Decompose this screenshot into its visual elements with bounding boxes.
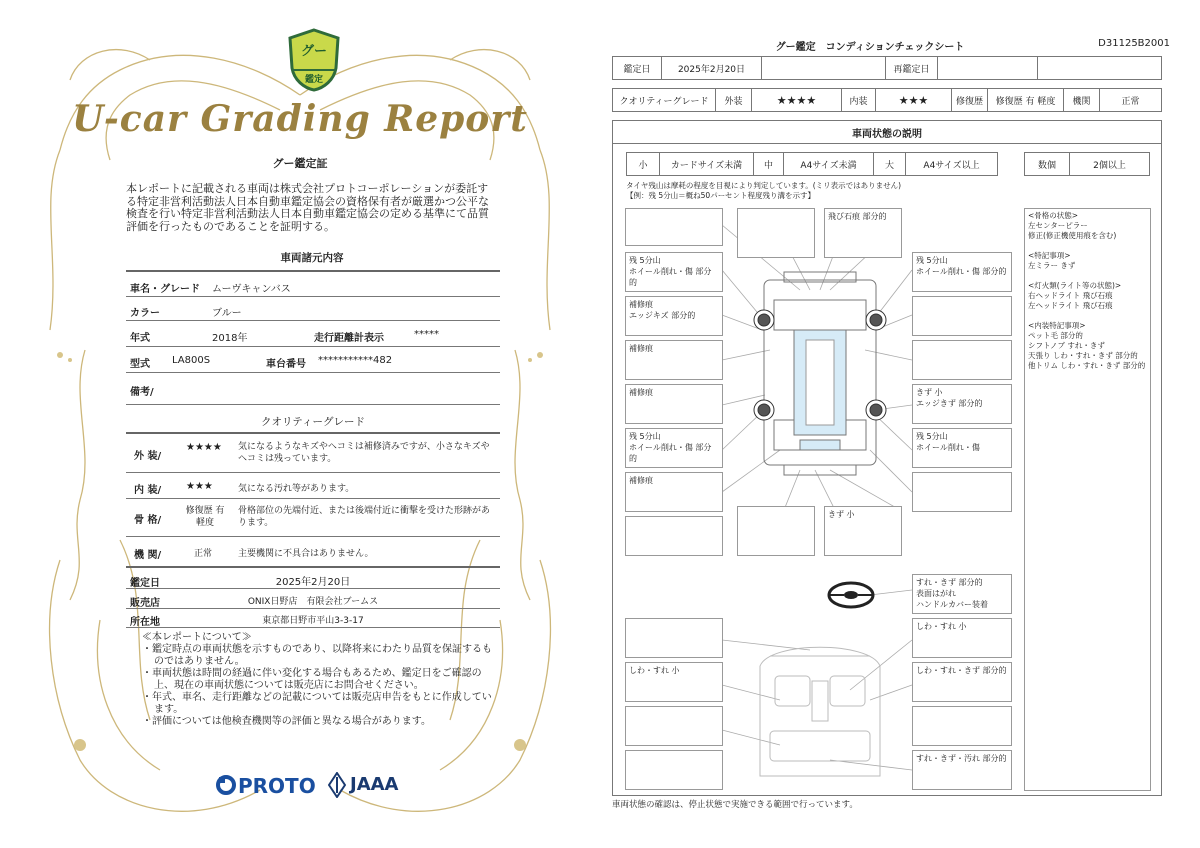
year-label: 年式 [130, 333, 150, 344]
engine-desc: 主要機関に不具合はありません。 [238, 549, 374, 559]
spec-row-remarks [126, 372, 500, 404]
model-value: LA800S [172, 355, 211, 366]
report-title: U-car Grading Report [72, 98, 528, 140]
date-label: 鑑定日 [612, 56, 662, 80]
interior-box [625, 706, 723, 746]
exterior-grade: ★★★★ [186, 442, 222, 453]
car-exterior-diagram [750, 270, 890, 480]
engine-label: 機 関/ [134, 550, 162, 561]
proto-logo-text: PROTO [238, 774, 316, 798]
note-item: ・鑑定時点の車両状態を示すものであり、以降将来にわたり品質を保証するものではありません。 [142, 644, 492, 667]
interior-stars: ★★★ [876, 88, 952, 112]
interior-grade: ★★★ [186, 481, 213, 492]
legend-count: 数個 [1024, 152, 1070, 176]
car-interior-diagram [750, 636, 890, 786]
interior-box-left-2: しわ・すれ 小 [625, 662, 723, 702]
engine-grade: 正常 [194, 549, 213, 559]
proto-logo [214, 772, 324, 800]
quality-row-frame [126, 498, 500, 536]
exterior-box-left-1: 残 5分山 ホイール削れ・傷 部分的 [625, 252, 723, 292]
quality-row-exterior [126, 432, 500, 472]
tire-note-2: 【例：残 5分山＝概ね50パーセント程度残り溝を示す】 [626, 191, 816, 200]
legend-small: 小 [626, 152, 660, 176]
spec-row-color [126, 296, 500, 320]
certificate-text: 本レポートに記載される車両は株式会社プロトコーポレーションが委託する特定非営利活動法人日本自動車鑑定協会の資格保有者が厳選かつ公平な検査を行い特定非営利活動法人日本自動車鑑定協会の定める基準にて品質評価を行ったものであることを証明する。 [126, 182, 489, 233]
interior-box [912, 706, 1012, 746]
legend-large-desc: A4サイズ以上 [906, 152, 998, 176]
exterior-box [625, 516, 723, 556]
date-value: 2025年2月20日 [662, 56, 762, 80]
exterior-box-right-1: 残 5分山 ホイール削れ・傷 部分的 [912, 252, 1012, 292]
exterior-desc: 気になるようなキズやヘコミは補修済みですが、小さなキズやヘコミは残っています。 [238, 442, 490, 464]
exterior-label: 外装 [716, 88, 752, 112]
spec-row-year [126, 320, 500, 346]
legend-medium-desc: A4サイズ未満 [784, 152, 874, 176]
appraisal-date-row [126, 566, 500, 588]
exterior-box-left-4: 補修痕 [625, 384, 723, 424]
exterior-box-left-2: 補修痕 エッジキズ 部分的 [625, 296, 723, 336]
exterior-box [737, 208, 815, 258]
exterior-box [912, 296, 1012, 336]
address-row [126, 608, 500, 628]
logo-bottom-text: 鑑定 [304, 75, 323, 85]
exterior-box-top-center: 飛び石痕 部分的 [824, 208, 902, 258]
frame-desc: 骨格部位の先端付近、または後端付近に衝撃を受けた形跡があります。 [238, 506, 491, 528]
exterior-box-right-4: きず 小 エッジきず 部分的 [912, 384, 1012, 424]
legend-count-desc: 2個以上 [1070, 152, 1150, 176]
mileage-label: 走行距離計表示 [314, 333, 384, 344]
tire-note-1: タイヤ残山は摩耗の程度を目視により判定しています。(ミリ表示ではありません) [626, 181, 902, 190]
exterior-stars: ★★★★ [752, 88, 842, 112]
repair-value: 修復歴 有 軽度 [988, 88, 1064, 112]
exterior-box-right-5: 残 5分山 ホイール削れ・傷 [912, 428, 1012, 468]
jaaa-mark-icon [328, 772, 346, 798]
legend-small-desc: カードサイズ未満 [660, 152, 754, 176]
logo-top-text: グー [300, 44, 327, 59]
side-notes: <骨格の状態> 左センターピラー 修正(修正機使用痕を含む) <特記事項> 左ミラー きず <灯火類(ライト等の状態)> 右ヘッドライト 飛び石痕 左ヘッドライト 飛び石痕 <内装特記事項> ペット毛 部分的 シフトノブ すれ・きず 天張り しわ・すれ・きず 部分的 他トリム しわ・すれ・きず 部分的 [1024, 208, 1151, 791]
proto-mark-icon [216, 774, 236, 796]
exterior-box [912, 340, 1012, 380]
spec-row-model [126, 346, 500, 372]
note-item: ・車両状態は時間の経過に伴い変化する場合もあるため、鑑定日をご確認の上、現在の車両状態については販売店にお問合せください。 [142, 668, 482, 691]
engine-value: 正常 [1100, 88, 1162, 112]
steering-wheel-icon [826, 580, 876, 610]
exterior-box [737, 506, 815, 556]
notes-title: ≪本レポートについて≫ [142, 632, 252, 643]
section-title: 車両状態の説明 [612, 120, 1162, 144]
exterior-box-left-3: 補修痕 [625, 340, 723, 380]
name-label: 車名・グレード [130, 284, 200, 295]
frame-label: 骨 格/ [134, 515, 162, 526]
note-item: ・評価については他検査機関等の評価と異なる場合があります。 [142, 716, 431, 727]
certificate-heading: グー鑑定証 [272, 157, 328, 170]
name-value: ムーヴキャンバス [212, 284, 291, 295]
footer-note: 車両状態の確認は、停止状態で実施できる範囲で行っています。 [612, 800, 858, 810]
repair-label: 修復歴 [952, 88, 988, 112]
appraisal-date-label: 鑑定日 [130, 578, 160, 589]
interior-box-right-4: すれ・きず・汚れ 部分的 [912, 750, 1012, 790]
quality-heading: クオリティーグレード [261, 416, 365, 428]
chassis-value: ***********482 [318, 355, 393, 366]
exterior-box [912, 472, 1012, 512]
interior-box [625, 750, 723, 790]
year-value: 2018年 [212, 333, 248, 344]
redate-label: 再鑑定日 [886, 56, 938, 80]
interior-box [625, 618, 723, 658]
frame-grade: 修復歴 有 軽度 [185, 506, 225, 528]
interior-desc: 気になる汚れ等があります。 [238, 484, 355, 494]
legend-large: 大 [874, 152, 906, 176]
condition-check-sheet [600, 0, 1200, 848]
exterior-box-left-5: 残 5分山 ホイール削れ・傷 部分的 [625, 428, 723, 468]
report-notes [142, 632, 492, 728]
engine-label: 機関 [1064, 88, 1100, 112]
sheet-id: D31125B2001 [1098, 38, 1170, 49]
address-label: 所在地 [130, 617, 160, 628]
exterior-box-left-6: 補修痕 [625, 472, 723, 512]
chassis-label: 車台番号 [266, 359, 306, 370]
interior-label: 内 装/ [134, 485, 162, 496]
note-item: ・年式、車名、走行距離などの記載については販売店申告をもとに作成しています。 [142, 692, 492, 715]
dealer-label: 販売店 [130, 598, 160, 609]
mileage-value: ***** [414, 329, 439, 340]
appraisal-date-value: 2025年2月20日 [275, 577, 351, 588]
quality-row-interior [126, 472, 500, 498]
interior-label: 内装 [842, 88, 876, 112]
quality-heading-row [126, 404, 500, 432]
spec-row-name [126, 270, 500, 296]
specs-heading: 車両諸元内容 [280, 252, 344, 264]
dealer-row [126, 588, 500, 608]
interior-box-right-2: しわ・すれ・きず 部分的 [912, 662, 1012, 702]
quality-row-engine [126, 536, 500, 566]
sheet-title: グー鑑定 コンディションチェックシート [775, 42, 965, 53]
interior-box-steering: すれ・きず 部分的 表面はがれ ハンドルカバー装着 [912, 574, 1012, 614]
quality-grade-label: クオリティーグレード [612, 88, 716, 112]
address-value: 東京都日野市平山3-3-17 [262, 616, 364, 626]
exterior-box [625, 208, 723, 246]
exterior-label: 外 装/ [134, 451, 162, 462]
color-label: カラー [130, 308, 160, 319]
jaaa-logo [328, 770, 408, 800]
color-value: ブルー [212, 308, 242, 319]
dealer-value: ONIX日野店 有限会社ブームス [247, 597, 379, 607]
remarks-label: 備考/ [130, 387, 154, 398]
jaaa-logo-text: JAAA [350, 774, 399, 795]
legend-medium: 中 [754, 152, 784, 176]
model-label: 型式 [130, 359, 150, 370]
interior-box-right-1: しわ・すれ 小 [912, 618, 1012, 658]
goo-appraisal-logo [286, 28, 342, 92]
exterior-box-bottom-center: きず 小 [824, 506, 902, 556]
